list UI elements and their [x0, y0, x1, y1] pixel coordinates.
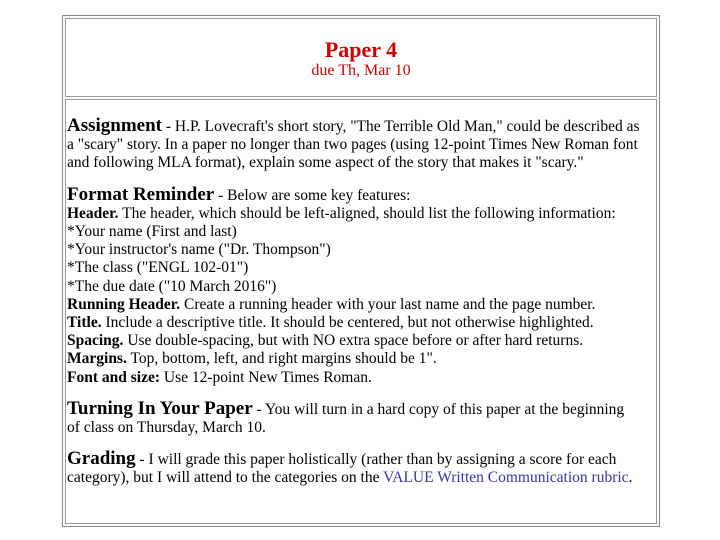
assignment-line-1 [67, 117, 661, 136]
assignment-text-1: - H.P. Lovecraft's short story, "The Terrible Old Man," could be described as [162, 118, 640, 135]
turning-in-heading: Turning In Your Paper [67, 397, 253, 419]
format-margins-line [67, 350, 661, 368]
format-list-item: *Your name (First and last) [67, 223, 237, 241]
format-margins-label: Margins. [67, 350, 127, 368]
title-box [65, 18, 657, 97]
content-box [65, 99, 657, 524]
turning-in-line-2: of class on Thursday, March 10. [67, 419, 266, 437]
format-font-text: Use 12-point New Times Roman. [160, 368, 372, 386]
grading-text-2: category), but I will attend to the categories on the [67, 469, 384, 487]
due-date: due Th, Mar 10 [311, 62, 411, 79]
format-list-item: *The due date ("10 March 2016") [67, 277, 277, 295]
format-title-label: Title. [67, 314, 102, 332]
format-running-text: Create a running header with your last name and the page number. [180, 295, 596, 313]
format-spacing-label: Spacing. [67, 332, 124, 350]
format-font-line [67, 369, 661, 387]
turning-in-text-1: - You will turn in a hard copy of this paper at the beginning [252, 400, 625, 418]
format-header-line [67, 205, 661, 223]
format-list-item: *The class ("ENGL 102-01") [67, 259, 249, 277]
page-title: Paper 4 [324, 37, 398, 62]
rubric-link[interactable]: VALUE Written Communication rubric [383, 469, 629, 487]
format-header-text: The header, which should be left-aligned, should list the following information: [118, 204, 616, 222]
format-font-label: Font and size: [67, 368, 160, 386]
grading-text-1: - I will grade this paper holistically (rather than by assigning a score for each [135, 451, 617, 469]
turning-in-line-1 [67, 397, 661, 419]
grading-heading: Grading [67, 448, 136, 470]
assignment-line-3: and following MLA format), explain some aspect of the story that makes it "scary." [67, 154, 584, 172]
format-running-label: Running Header. [67, 295, 181, 313]
format-title-line [67, 314, 661, 332]
format-header-label: Header. [67, 204, 119, 222]
format-intro: - Below are some key features: [214, 186, 411, 204]
format-spacing-line [67, 332, 661, 350]
format-title-text: Include a descriptive title. It should be centered, but not otherwise highlighted. [101, 314, 594, 332]
format-margins-text: Top, bottom, left, and right margins should be 1". [126, 350, 437, 368]
assignment-heading: Assignment [67, 115, 163, 136]
format-heading-line [67, 183, 661, 205]
assignment-line-2: a "scary" story. In a paper no longer than two pages (using 12-point Times New Roman font [67, 136, 638, 154]
page-frame [62, 15, 660, 527]
grading-line-2 [67, 469, 661, 487]
format-spacing-text: Use double-spacing, but with NO extra space before or after hard returns. [123, 332, 584, 350]
section-gap [67, 437, 661, 450]
assignment-content [67, 117, 661, 488]
format-running-line [67, 296, 661, 314]
format-heading: Format Reminder [67, 183, 215, 205]
grading-end: . [628, 469, 633, 487]
grading-line-1 [67, 450, 661, 469]
format-list-item: *Your instructor's name ("Dr. Thompson") [67, 241, 331, 259]
